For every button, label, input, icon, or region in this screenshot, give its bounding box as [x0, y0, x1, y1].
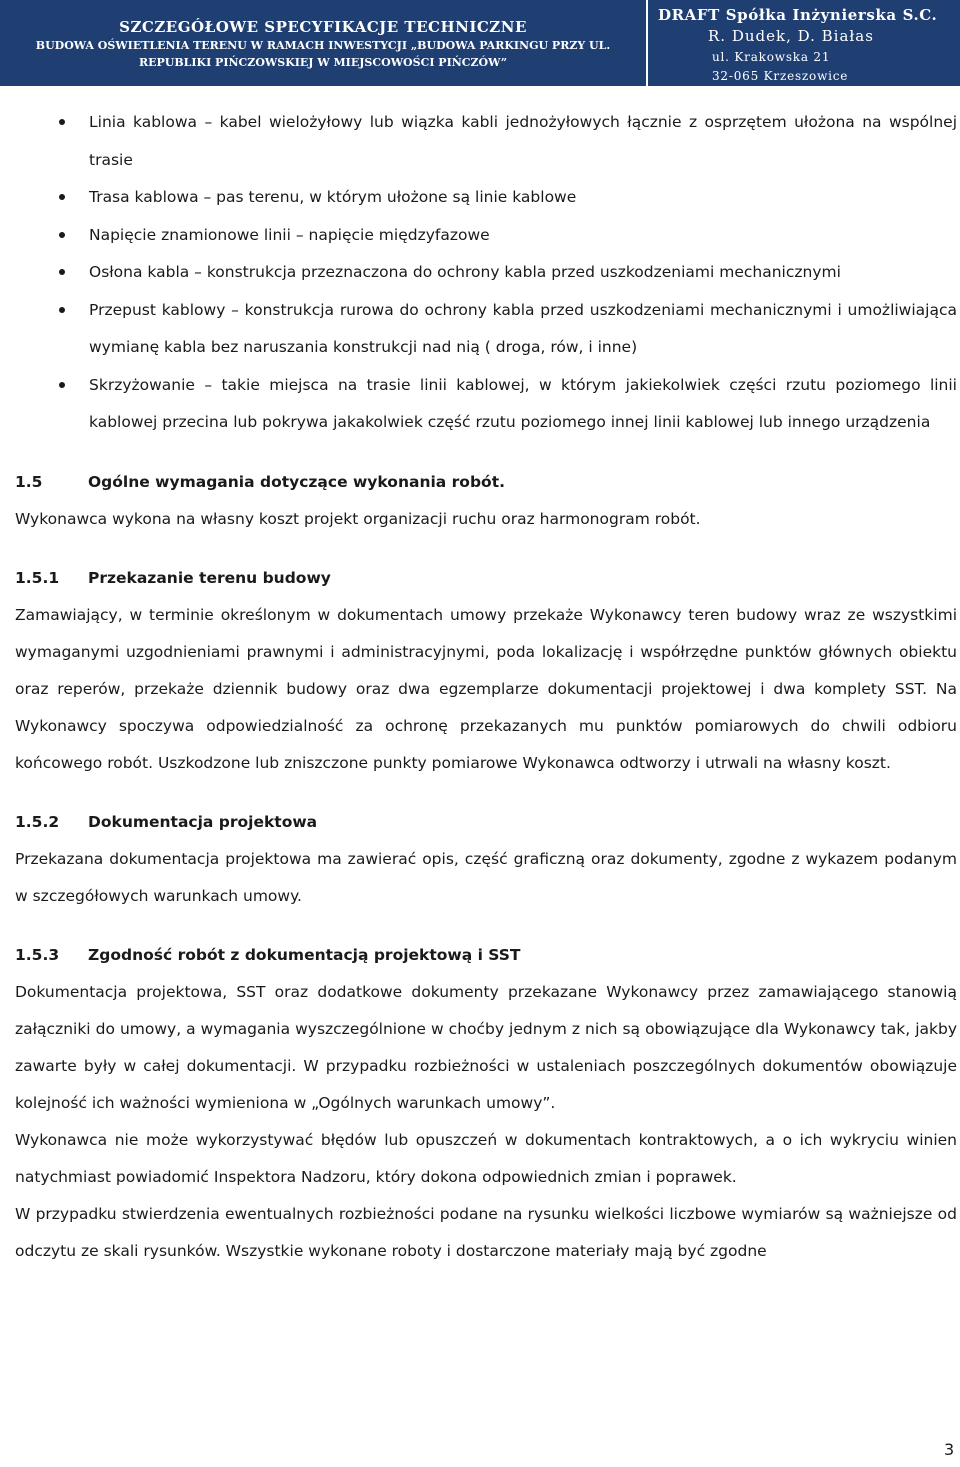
section-heading: 1.5.3 Zgodność robót z dokumentacją projektową i SST	[15, 945, 521, 964]
bullet-icon	[59, 307, 65, 313]
list-item: Osłona kabla – konstrukcja przeznaczona do ochrony kabla przed uszkodzeniami mechanicznymi	[15, 254, 957, 292]
bullet-icon	[59, 119, 65, 125]
bullet-icon	[59, 269, 65, 275]
section-heading: 1.5.1 Przekazanie terenu budowy	[15, 568, 331, 587]
header-title: SZCZEGÓŁOWE SPECYFIKACJE TECHNICZNE	[119, 18, 527, 36]
section-text: Wykonawca wykona na własny koszt projekt organizacji ruchu oraz harmonogram robót.	[15, 509, 701, 528]
company-name: DRAFT Spółka Inżynierska S.C.	[658, 6, 938, 24]
section-1-5-3	[15, 937, 957, 1270]
section-text: Wykonawca nie może wykorzystywać błędów lub opuszczeń w dokumentach kontraktowych, a o ich wykryciu winien natychmiast powiadomić Inspektora Nadzoru, który dokona odpowiednich zmian i poprawek.	[15, 1130, 957, 1186]
list-item: Linia kablowa – kabel wielożyłowy lub wiązka kabli jednożyłowych łącznie z osprzętem ułożona na wspólnej trasie	[15, 104, 957, 179]
section-heading: 1.5 Ogólne wymagania dotyczące wykonania robót.	[15, 472, 505, 491]
page-number: 3	[944, 1440, 955, 1459]
company-street: ul. Krakowska 21	[712, 50, 831, 64]
list-item: Trasa kablowa – pas terenu, w którym ułożone są linie kablowe	[15, 179, 957, 217]
header-subtitle-line2: REPUBLIKI PIŃCZOWSKIEJ W MIEJSCOWOŚCI PIŃCZÓW”	[138, 56, 508, 69]
document-body	[15, 104, 957, 1270]
section-1-5	[15, 464, 957, 538]
list-item: Przepust kablowy – konstrukcja rurowa do ochrony kabla przed uszkodzeniami mechanicznymi i umożliwiająca wymianę kabla bez naruszania konstrukcji nad nią ( droga, rów, i inne)	[15, 292, 957, 367]
bullet-icon	[59, 382, 65, 388]
header-subtitle-line1: BUDOWA OŚWIETLENIA TERENU W RAMACH INWESTYCJI „BUDOWA PARKINGU PRZY UL.	[35, 39, 611, 52]
bullet-icon	[59, 194, 65, 200]
section-text: Zamawiający, w terminie określonym w dokumentach umowy przekaże Wykonawcy teren budowy wraz ze wszystkimi wymaganymi uzgodnieniami prawnymi i administracyjnymi, poda lokalizację i współrzędne punktów głównych obiektu oraz reperów, przekaże dziennik budowy oraz dwa egzemplarze dokumentacji projektowej i dwa komplety SST. Na Wykonawcy spoczywa odpowiedzialność za ochronę przekazanych mu punktów pomiarowych do chwili odbioru końcowego robót. Uszkodzone lub zniszczone punkty pomiarowe Wykonawca odtworzy i utrwali na własny koszt.	[15, 605, 957, 772]
page-header	[0, 0, 960, 88]
header-title-block	[0, 0, 646, 86]
section-text: Dokumentacja projektowa, SST oraz dodatkowe dokumenty przekazane Wykonawcy przez zamawiającego stanowią załączniki do umowy, a wymagania wyszczególnione w choćby jednym z nich są obowiązujące dla Wykonawcy tak, jakby zawarte były w całej dokumentacji. W przypadku rozbieżności w ustaleniach poszczególnych dokumentów obowiązuje kolejność ich ważności wymieniona w „Ogólnych warunkach umowy”.	[15, 982, 957, 1112]
definitions-list	[15, 104, 957, 442]
section-text: Przekazana dokumentacja projektowa ma zawierać opis, część graficzną oraz dokumenty, zgodne z wykazem podanym w szczegółowych warunkach umowy.	[15, 849, 957, 905]
company-city: 32-065 Krzeszowice	[712, 69, 849, 83]
section-text: W przypadku stwierdzenia ewentualnych rozbieżności podane na rysunku wielkości liczbowe wymiarów są ważniejsze od odczytu ze skali rysunków. Wszystkie wykonane roboty i dostarczone materiały mają być zgodne	[15, 1204, 957, 1260]
list-item: Skrzyżowanie – takie miejsca na trasie linii kablowej, w którym jakiekolwiek części rzutu poziomego linii kablowej przecina lub pokrywa jakakolwiek część rzutu poziomego innej linii kablowej lub innego urządzenia	[15, 367, 957, 442]
header-company-block	[648, 0, 960, 86]
section-1-5-1	[15, 560, 957, 782]
company-partners: R. Dudek, D. Białas	[708, 27, 874, 45]
section-1-5-2	[15, 804, 957, 915]
list-item: Napięcie znamionowe linii – napięcie międzyfazowe	[15, 217, 957, 255]
section-heading: 1.5.2 Dokumentacja projektowa	[15, 812, 318, 831]
bullet-icon	[59, 232, 65, 238]
